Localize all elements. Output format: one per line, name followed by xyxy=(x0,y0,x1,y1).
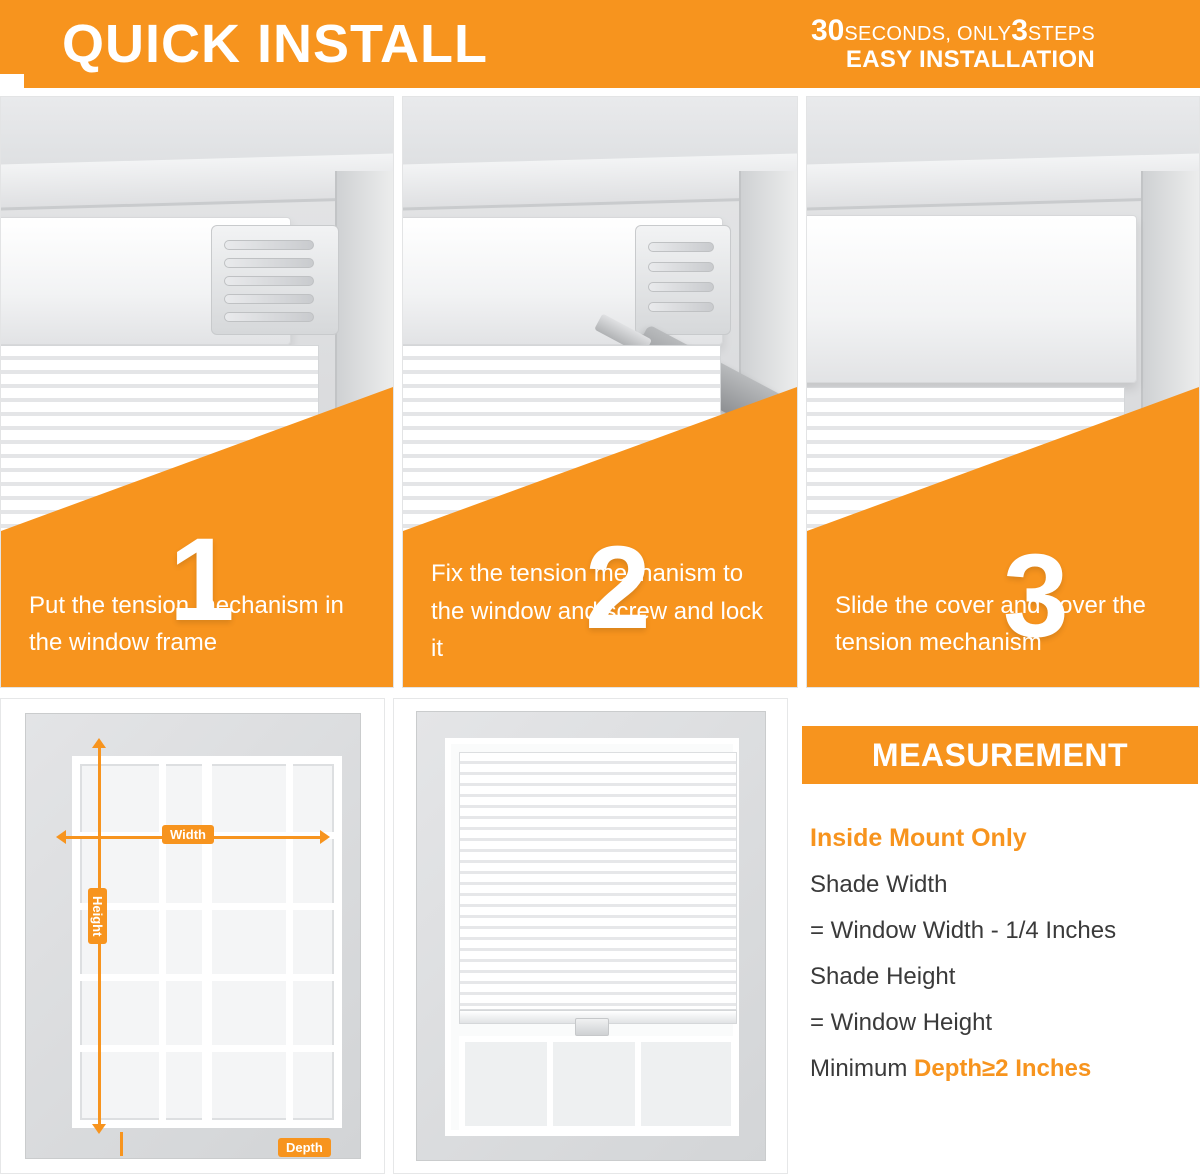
inside-mount-title: Inside Mount Only xyxy=(810,824,1027,852)
mechanism-ring xyxy=(224,276,314,286)
install-step-3 xyxy=(806,96,1200,688)
muntin-vertical xyxy=(159,764,166,1120)
lower-window-sash xyxy=(459,1036,737,1132)
header-banner xyxy=(0,0,1200,88)
seconds-number: 30 xyxy=(810,13,845,47)
depth-dimension-line xyxy=(120,1132,123,1156)
steps-number: 3 xyxy=(1011,13,1028,47)
width-arrow-right xyxy=(320,830,330,844)
measurement-badge xyxy=(802,726,1198,784)
install-steps-row xyxy=(0,96,1200,688)
header-right xyxy=(488,14,1200,74)
measurement-line: Shade Width xyxy=(810,871,948,898)
mechanism-ring xyxy=(648,262,714,272)
window-measurement-diagram xyxy=(0,698,385,1174)
header-notch xyxy=(0,74,24,90)
measurement-line: = Window Height xyxy=(810,1009,993,1036)
page-title: QUICK INSTALL xyxy=(62,14,488,74)
step-number: 3 xyxy=(1003,530,1069,662)
installed-shade-diagram xyxy=(393,698,788,1174)
measurement-text-list xyxy=(810,824,1190,1103)
muntin-horizontal xyxy=(80,974,334,981)
mechanism-ring xyxy=(224,258,314,268)
width-label: Width xyxy=(162,825,214,844)
step-number: 1 xyxy=(169,514,235,646)
height-label: Height xyxy=(88,888,107,944)
width-arrow-left xyxy=(56,830,66,844)
mechanism-ring xyxy=(648,242,714,252)
muntin-vertical xyxy=(547,1042,553,1126)
shade-handle xyxy=(575,1018,609,1036)
height-arrow-bottom xyxy=(92,1124,106,1134)
muntin-vertical xyxy=(286,764,293,1120)
mechanism-ring xyxy=(224,294,314,304)
window-opening xyxy=(72,756,342,1128)
seconds-word: SECONDS, ONLY xyxy=(844,22,1012,45)
step-caption: Slide the cover and cover the tension mechanism xyxy=(835,591,1146,656)
measurement-line: Shade Height xyxy=(810,963,956,990)
sash-divider xyxy=(202,764,212,1120)
step-number: 2 xyxy=(585,522,651,654)
header-subline-1 xyxy=(811,14,1095,48)
install-step-2 xyxy=(402,96,798,688)
install-step-1 xyxy=(0,96,394,688)
measurement-row xyxy=(0,698,1200,1174)
height-arrow-top xyxy=(92,738,106,748)
headrail-cover xyxy=(806,215,1137,383)
muntin-vertical xyxy=(635,1042,641,1126)
mechanism-ring xyxy=(648,302,714,312)
tension-mechanism xyxy=(635,225,731,335)
steps-word: STEPS xyxy=(1027,22,1095,45)
muntin-horizontal xyxy=(80,1045,334,1052)
window-wall xyxy=(25,713,361,1159)
minimum-prefix: Minimum xyxy=(810,1055,915,1082)
mechanism-ring xyxy=(224,240,314,250)
mechanism-ring xyxy=(224,312,314,322)
step-caption: Fix the tension mechanism to the window and screw and lock it xyxy=(431,560,764,662)
minimum-depth-value: Depth≥2 Inches xyxy=(914,1055,1092,1082)
window-opening xyxy=(445,738,739,1136)
window-wall xyxy=(416,711,766,1161)
minimum-depth-line xyxy=(810,1057,1190,1081)
window-frame-top xyxy=(403,153,797,210)
measurement-line: = Window Width - 1/4 Inches xyxy=(810,917,1117,944)
header-left xyxy=(0,14,488,74)
mechanism-ring xyxy=(648,282,714,292)
depth-label: Depth xyxy=(278,1138,331,1157)
header-subline-2: EASY INSTALLATION xyxy=(845,46,1095,74)
cellular-shade xyxy=(459,752,737,1010)
measurement-panel xyxy=(796,698,1200,1174)
tension-mechanism xyxy=(211,225,339,335)
step-caption: Put the tension mechanism in the window frame xyxy=(29,591,344,656)
measurement-badge-label: MEASUREMENT xyxy=(871,736,1129,773)
muntin-horizontal xyxy=(80,903,334,910)
